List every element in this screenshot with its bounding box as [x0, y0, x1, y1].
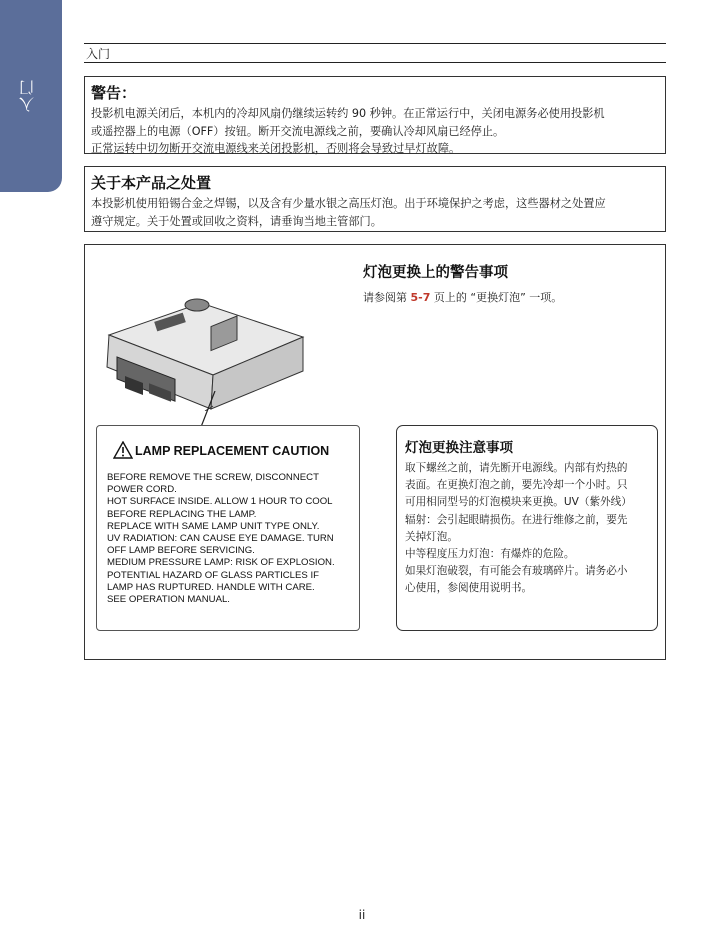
- notes-line: 取下螺丝之前，请先断开电源线。内部有灼热的: [405, 462, 628, 474]
- disposal-line: 遵守规定。关于处置或回收之资料，请垂询当地主管部门。: [91, 214, 382, 228]
- lamp-warning-panel: [84, 244, 666, 660]
- notes-line: 心使用，参阅使用说明书。: [405, 582, 533, 595]
- caution-line: BEFORE REPLACING THE LAMP.: [107, 508, 257, 520]
- notes-line: 表面。在更换灯泡之前，要先冷却一个小时。只: [405, 479, 628, 492]
- caution-line: REPLACE WITH SAME LAMP UNIT TYPE ONLY.: [107, 520, 320, 532]
- notes-line: 辐射：会引起眼睛损伤。在进行维修之前，要先: [405, 513, 628, 526]
- caution-line: OFF LAMP BEFORE SERVICING.: [107, 545, 255, 557]
- header-rule-bottom: [84, 62, 666, 63]
- lamp-page-reference: [363, 289, 562, 305]
- notes-line: 如果灯泡破裂，有可能会有玻璃碎片。请务必小: [405, 565, 628, 578]
- notes-line: 关掉灯泡。: [405, 530, 458, 543]
- warning-triangle-icon: [113, 441, 133, 459]
- caution-line: SEE OPERATION MANUAL.: [107, 594, 230, 606]
- lamp-notes-body: [405, 460, 655, 598]
- warning-line: 或遥控器上的电源（OFF）按钮。断开交流电源线之前，要确认冷却风扇已经停止。: [91, 124, 505, 138]
- disposal-title: 关于本产品之处置: [91, 174, 212, 192]
- section-header: 入门: [86, 47, 111, 61]
- chapter-tab-label: 入门: [18, 78, 36, 112]
- lamp-section-title: 灯泡更换上的警告事项: [363, 265, 508, 281]
- page-ref-link[interactable]: 5-7: [410, 291, 431, 304]
- notes-line: 中等程度压力灯泡：有爆炸的危险。: [405, 548, 575, 561]
- warning-box: [84, 76, 666, 154]
- caution-heading: LAMP REPLACEMENT CAUTION: [135, 444, 330, 458]
- warning-body: [85, 103, 665, 158]
- lamp-notes-card: [396, 425, 658, 631]
- disposal-line: 本投影机使用铅锡合金之焊锡，以及含有少量水银之高压灯泡。出于环境保护之考虑，这些器材之处置应: [91, 197, 606, 210]
- warning-line: 投影机电源关闭后，本机内的冷却风扇仍继续运转约 90 秒钟。在正常运行中，关闭电源务必使用投影机: [91, 107, 605, 120]
- caution-line: POTENTIAL HAZARD OF GLASS PARTICLES IF: [107, 569, 319, 581]
- lamp-notes-title: 灯泡更换注意事项: [405, 440, 513, 456]
- caution-line: UV RADIATION: CAN CAUSE EYE DAMAGE. TURN: [107, 533, 334, 545]
- caution-line: MEDIUM PRESSURE LAMP: RISK OF EXPLOSION.: [107, 557, 335, 569]
- lamp-caution-label: [96, 425, 360, 631]
- caution-text: [107, 472, 335, 606]
- notes-line: 可用相同型号的灯泡模块来更换。UV（紫外线）: [405, 496, 632, 509]
- page-number: ii: [358, 908, 366, 922]
- disposal-box: [84, 166, 666, 232]
- ref-prefix: 请参阅第: [363, 291, 411, 304]
- disposal-body: [85, 193, 665, 230]
- header-rule-top: [84, 43, 666, 44]
- caution-line: BEFORE REMOVE THE SCREW, DISCONNECT: [107, 472, 319, 483]
- caution-line: POWER CORD.: [107, 484, 177, 496]
- caution-line: LAMP HAS RUPTURED. HANDLE WITH CARE.: [107, 581, 315, 593]
- warning-line: 正常运转中切勿断开交流电源线来关闭投影机，否则将会导致过早灯故障。: [91, 142, 461, 155]
- warning-title: 警告：: [91, 84, 137, 102]
- caution-line: HOT SURFACE INSIDE. ALLOW 1 HOUR TO COOL: [107, 496, 333, 508]
- chapter-tab[interactable]: [0, 0, 62, 192]
- ref-suffix: 页上的 “更换灯泡” 一项。: [430, 291, 563, 304]
